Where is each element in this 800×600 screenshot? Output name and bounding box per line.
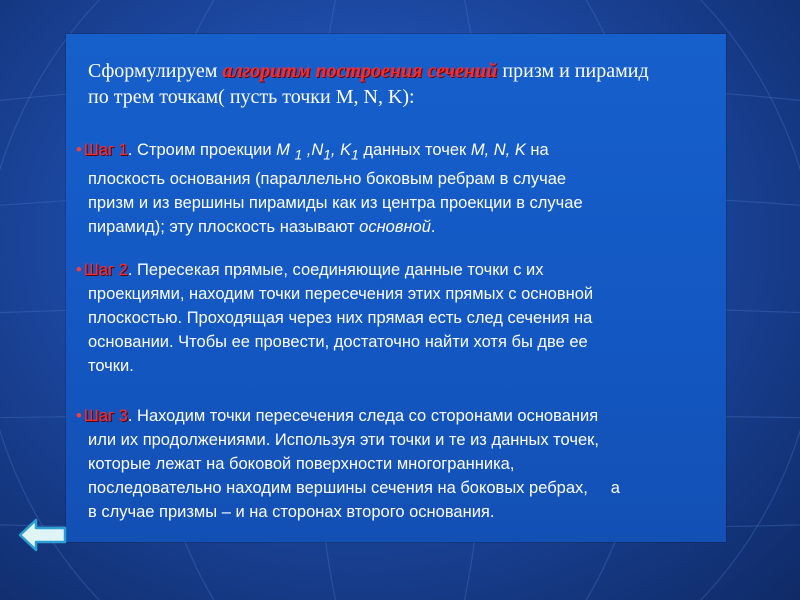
step-text-line: проекциями, находим точки пересечения этих прямых с основной <box>88 285 594 303</box>
point-m: M <box>276 141 290 159</box>
point-n: ,N <box>302 141 324 159</box>
bullet: • <box>76 261 82 279</box>
step-1 <box>76 138 716 239</box>
subscript: 1 <box>323 147 331 163</box>
step-text: . <box>430 218 436 237</box>
subscript: 1 <box>294 147 303 163</box>
step-text-line <box>88 215 716 239</box>
step-text-line: плоскостью. Проходящая через них прямая есть след сечения на <box>88 309 593 327</box>
step-text-line: последовательно находим вершины сечения на боковых ребрах, а <box>88 479 620 497</box>
step-text: . Находим точки пересечения следа со сторонами основания <box>127 407 599 425</box>
step-text-line: или их продолжениями. Используя эти точки и те из данных точек, <box>88 431 599 449</box>
intro-highlight: алгоритм построения сечений <box>222 60 498 82</box>
step-text-line: которые лежат на боковой поверхности многогранника, <box>88 455 515 473</box>
step-label: Шаг 2 <box>83 261 128 279</box>
step-3 <box>76 404 716 524</box>
step-text-line: плоскость основания (параллельно боковым ребрам в случае <box>88 170 567 189</box>
step-label: Шаг 1 <box>83 141 128 159</box>
intro-prefix: Сформулируем <box>88 60 223 82</box>
step-text: пирамид); эту плоскость называют <box>88 218 360 237</box>
step-text-line: призм и из вершины пирамиды как из центра проекции в случае <box>88 194 583 213</box>
point-k: , K <box>330 141 352 159</box>
back-arrow-icon <box>18 518 68 552</box>
subscript: 1 <box>351 147 359 163</box>
points-mnk: M, N, K <box>470 141 526 159</box>
step-label: Шаг 3 <box>83 407 128 425</box>
step-text-line: в случае призмы – и на сторонах второго основания. <box>88 503 495 521</box>
step-text: . Пересекая прямые, соединяющие данные точки с их <box>127 261 544 279</box>
step-text: данных точек <box>358 141 471 159</box>
intro-line2: по трем точкам( пусть точки M, N, K): <box>88 86 415 108</box>
step-text-line: точки. <box>88 357 134 375</box>
emphasis-term: основной <box>359 218 431 237</box>
bullet: • <box>76 141 82 159</box>
step-text: на <box>525 141 549 159</box>
intro-suffix: призм и пирамид <box>497 60 649 82</box>
intro-paragraph <box>88 58 718 110</box>
bullet: • <box>76 407 82 425</box>
step-text: . Строим проекции <box>127 141 277 159</box>
back-button[interactable] <box>18 518 68 552</box>
step-2 <box>76 258 716 378</box>
step-text-line: основании. Чтобы ее провести, достаточно найти хотя бы две ее <box>88 333 588 351</box>
